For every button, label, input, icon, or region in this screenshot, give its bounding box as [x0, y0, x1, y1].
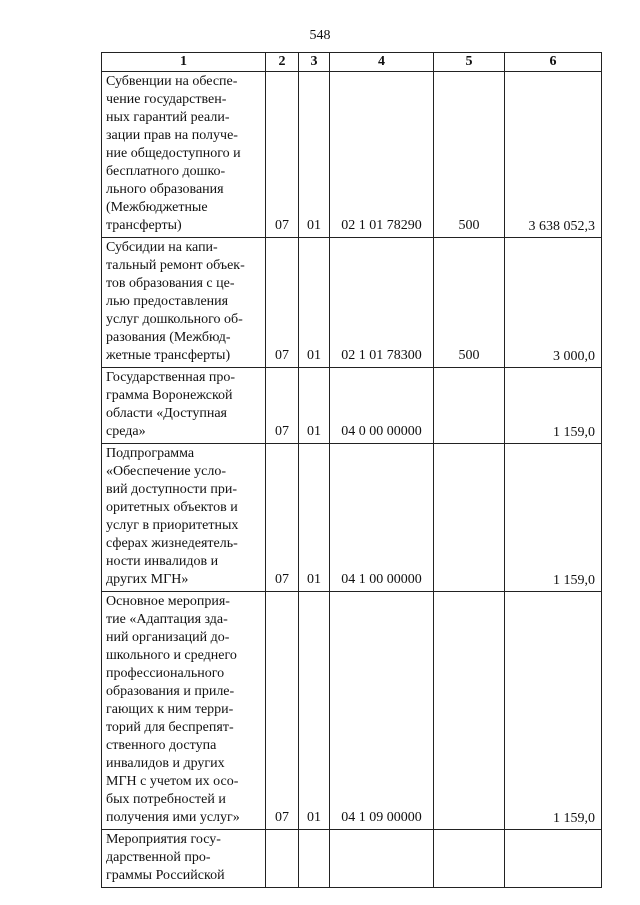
column-header-2: 2 — [266, 53, 299, 72]
table-row — [102, 72, 602, 238]
target-item-cell: 04 0 00 00000 — [330, 368, 434, 444]
subsection-code-cell: 01 — [299, 368, 330, 444]
page-number: 548 — [309, 28, 331, 43]
row-name-cell — [102, 592, 266, 830]
expense-type-cell — [434, 830, 505, 888]
row-name-text: Основное мероприя- тие «Адаптация зда- ний организаций до- школьного и среднего профессионального образования и приле- гающих к ним терри- торий для беспрепят- ственного доступа инвалидов и других МГН с учетом их осо- бых потребностей и получения ими услуг» — [106, 594, 240, 825]
column-header-6: 6 — [505, 53, 602, 72]
subsection-code-cell — [299, 830, 330, 888]
table-row — [102, 830, 602, 888]
row-name-text: Мероприятия госу- дарственной про- граммы Российской — [106, 832, 225, 883]
expense-type-cell: 500 — [434, 238, 505, 368]
amount-cell: 3 000,0 — [505, 238, 602, 368]
section-code-cell — [266, 830, 299, 888]
target-item-cell: 02 1 01 78300 — [330, 238, 434, 368]
row-name-cell — [102, 368, 266, 444]
row-name-text: Субсидии на капи- тальный ремонт объек- тов образования с це- лью предоставления услуг дошкольного об- разования (Межбюд- жетные трансферты) — [106, 240, 245, 363]
column-header-4: 4 — [330, 53, 434, 72]
section-code-cell: 07 — [266, 368, 299, 444]
target-item-cell — [330, 830, 434, 888]
expense-type-cell: 500 — [434, 72, 505, 238]
section-code-cell: 07 — [266, 444, 299, 592]
header-row — [102, 53, 602, 72]
row-name-text: Субвенции на обеспе- чение государствен- ных гарантий реали- зации прав на получе- ние общедоступного и бесплатного дошко- льного образования (Межбюджетные трансферты) — [106, 74, 241, 233]
amount-cell: 3 638 052,3 — [505, 72, 602, 238]
target-item-cell: 02 1 01 78290 — [330, 72, 434, 238]
table-row — [102, 238, 602, 368]
target-item-cell: 04 1 09 00000 — [330, 592, 434, 830]
subsection-code-cell: 01 — [299, 72, 330, 238]
row-name-cell — [102, 830, 266, 888]
budget-table — [101, 52, 602, 888]
table-row — [102, 368, 602, 444]
column-header-3: 3 — [299, 53, 330, 72]
amount-cell — [505, 830, 602, 888]
row-name-cell — [102, 444, 266, 592]
table-row — [102, 444, 602, 592]
target-item-cell: 04 1 00 00000 — [330, 444, 434, 592]
table-row — [102, 592, 602, 830]
amount-cell: 1 159,0 — [505, 592, 602, 830]
subsection-code-cell: 01 — [299, 444, 330, 592]
column-header-1: 1 — [102, 53, 266, 72]
subsection-code-cell: 01 — [299, 592, 330, 830]
row-name-cell — [102, 238, 266, 368]
row-name-text: Подпрограмма «Обеспечение усло- вий доступности при- оритетных объектов и услуг в приоритетных сферах жизнедеятель- ности инвалидов и других МГН» — [106, 446, 239, 587]
section-code-cell: 07 — [266, 238, 299, 368]
section-code-cell: 07 — [266, 72, 299, 238]
section-code-cell: 07 — [266, 592, 299, 830]
amount-cell: 1 159,0 — [505, 368, 602, 444]
row-name-cell — [102, 72, 266, 238]
expense-type-cell — [434, 592, 505, 830]
subsection-code-cell: 01 — [299, 238, 330, 368]
expense-type-cell — [434, 444, 505, 592]
row-name-text: Государственная про- грамма Воронежской области «Доступная среда» — [106, 370, 236, 439]
expense-type-cell — [434, 368, 505, 444]
column-header-5: 5 — [434, 53, 505, 72]
amount-cell: 1 159,0 — [505, 444, 602, 592]
